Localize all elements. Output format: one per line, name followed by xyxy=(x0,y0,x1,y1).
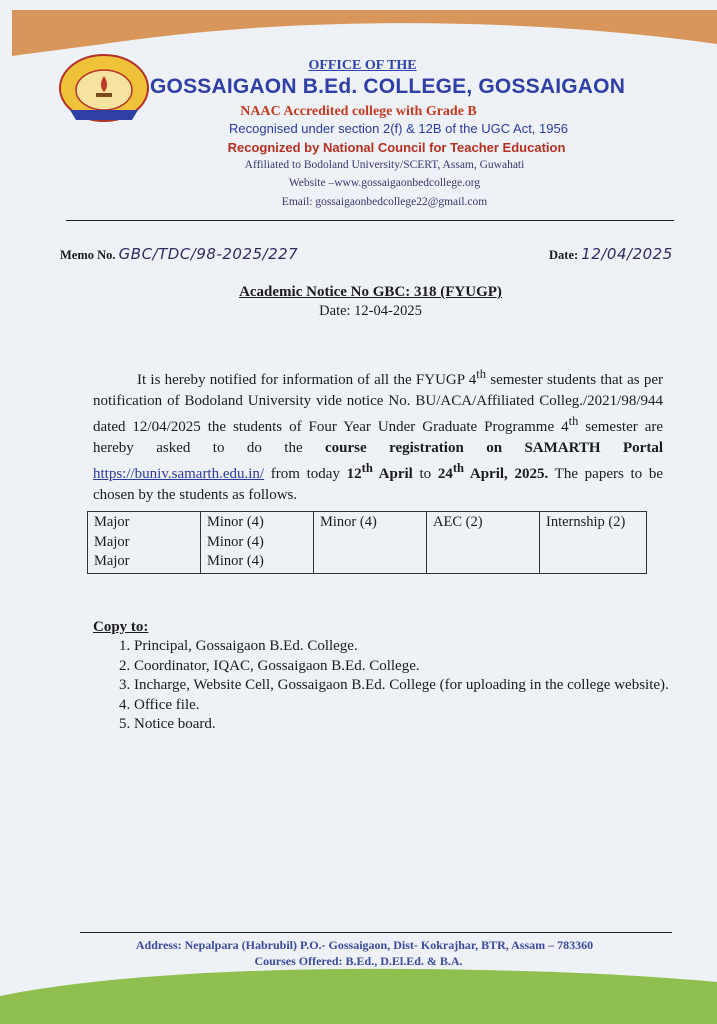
date-value: 12/04/2025 xyxy=(581,245,673,263)
footer-courses: Courses Offered: B.Ed., D.El.Ed. & B.A. xyxy=(254,954,463,968)
copy-to-list xyxy=(112,637,686,735)
header-divider xyxy=(66,220,674,221)
memo-value: GBC/TDC/98-2025/227 xyxy=(118,245,299,263)
footer-address: Address: Nepalpara (Habrubil) P.O.- Gossaigaon, Dist- Kokrajhar, BTR, Assam – 783360 xyxy=(135,938,594,952)
memo-date xyxy=(549,245,673,263)
table-cell-minor-2: Minor (4) xyxy=(314,512,427,574)
website-line: Website –www.gossaigaonbedcollege.org xyxy=(288,177,481,189)
notice-date: Date: 12-04-2025 xyxy=(319,303,422,319)
table-cell-minor: Minor (4) Minor (4) Minor (4) xyxy=(201,512,314,574)
table-cell-aec: AEC (2) xyxy=(427,512,540,574)
table-cell-internship: Internship (2) xyxy=(540,512,647,574)
memo-number xyxy=(60,245,298,263)
list-item: 2. Coordinator, IQAC, Gossaigaon B.Ed. College. xyxy=(134,657,686,677)
samarth-portal-link[interactable]: https://buniv.samarth.edu.in/ xyxy=(93,466,265,482)
list-item: 1. Principal, Gossaigaon B.Ed. College. xyxy=(134,637,686,657)
copy-to-heading: Copy to: xyxy=(93,619,149,635)
email-line: Email: gossaigaonbedcollege22@gmail.com xyxy=(281,196,488,208)
notice-title: Academic Notice No GBC: 318 (FYUGP) xyxy=(239,284,502,300)
date-label: Date: xyxy=(549,248,579,262)
notice-body: It is hereby notified for information of all the FYUGP 4th semester students that as per notification of Bodoland University vide notice No. BU/ACA/Affiliated Colleg./2021/98/944 dated 12/04/2025 the students of Four Year Under Graduate Programme 4th semester are hereby asked to do the course registration on SAMARTH Portal https://buniv.samarth.edu.in/ from today 12th April to 24th April, 2025. The papers to be chosen by the students as follows. xyxy=(93,367,664,503)
memo-label: Memo No. xyxy=(60,248,116,262)
list-item: 3. Incharge, Website Cell, Gossaigaon B.Ed. College (for uploading in the college website). xyxy=(134,676,686,696)
letterhead-bottom-band xyxy=(0,962,717,1024)
office-of-heading: OFFICE OF THE xyxy=(308,58,417,73)
list-item: 4. Office file. xyxy=(134,696,686,716)
list-item: 5. Notice board. xyxy=(134,715,686,735)
papers-table xyxy=(87,511,647,574)
ugc-recognition: Recognised under section 2(f) & 12B of the UGC Act, 1956 xyxy=(229,121,568,136)
ncte-recognition: Recognized by National Council for Teacher Education xyxy=(227,140,566,155)
college-name: GOSSAIGAON B.Ed. COLLEGE, GOSSAIGAON xyxy=(150,75,626,98)
table-row xyxy=(88,512,647,574)
letterhead-top-band xyxy=(12,10,717,58)
table-cell-major: Major Major Major xyxy=(88,512,201,574)
footer-divider xyxy=(80,932,672,933)
naac-accreditation: NAAC Accredited college with Grade B xyxy=(240,104,477,119)
affiliation-line: Affiliated to Bodoland University/SCERT, Assam, Guwahati xyxy=(244,159,525,171)
